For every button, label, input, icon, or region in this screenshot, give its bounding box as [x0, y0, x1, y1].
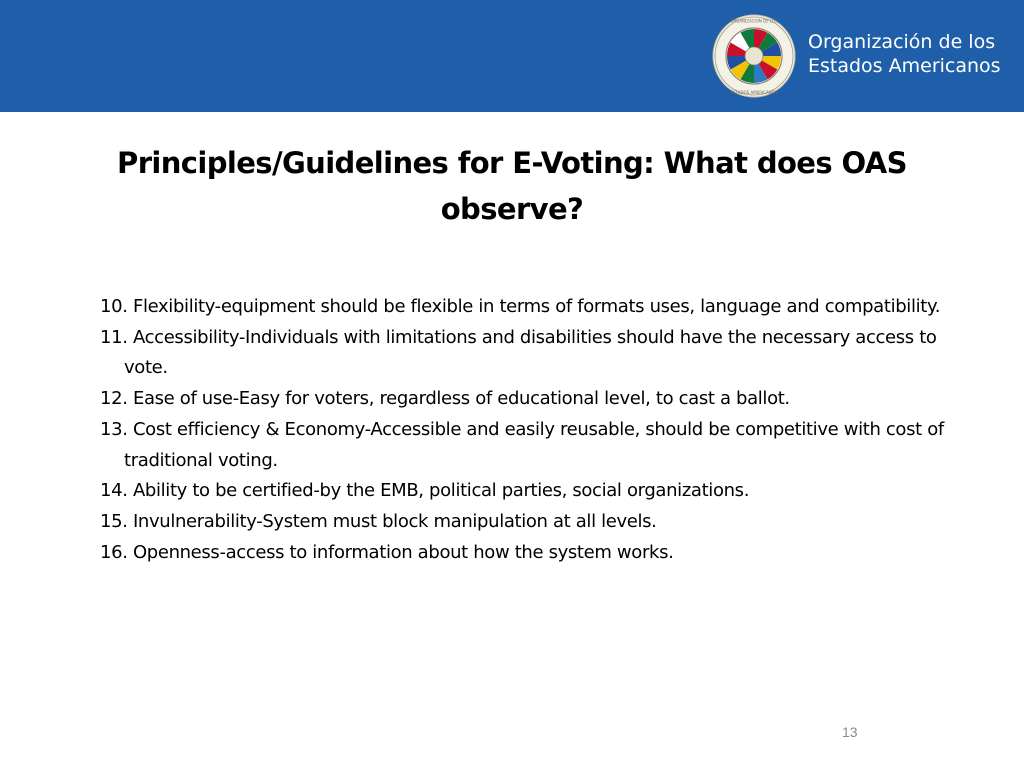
- org-name: [808, 30, 1018, 78]
- svg-text:ORGANIZACION DE LOS: ORGANIZACION DE LOS: [730, 18, 778, 24]
- principles-list: [100, 292, 985, 568]
- list-item: 12. Ease of use-Easy for voters, regardless of educational level, to cast a ballot.: [100, 388, 790, 410]
- list-item: 14. Ability to be certified-by the EMB, political parties, social organizations.: [100, 480, 750, 502]
- list-item: 13. Cost efficiency & Economy-Accessible and easily reusable, should be competitive with cost of traditional voting.: [100, 418, 944, 471]
- slide-title: Principles/Guidelines for E-Voting: What does OAS observe?: [117, 146, 907, 226]
- svg-text:ESTADOS AMERICANOS: ESTADOS AMERICANOS: [730, 90, 778, 95]
- list-item: 16. Openness-access to information about how the system works.: [100, 541, 674, 563]
- header-bar: [0, 0, 1024, 112]
- list-item: 15. Invulnerability-System must block manipulation at all levels.: [100, 510, 657, 532]
- list-item: 10. Flexibility-equipment should be flexible in terms of formats uses, language and compatibility.: [100, 296, 941, 317]
- org-name-line2: Estados Americanos: [808, 55, 1001, 77]
- oas-seal-icon: [712, 14, 796, 98]
- list-item: 11. Accessibility-Individuals with limitations and disabilities should have the necessary access to vote.: [100, 326, 937, 379]
- org-name-line1: Organización de los: [808, 31, 996, 53]
- page-number: 13: [842, 724, 858, 740]
